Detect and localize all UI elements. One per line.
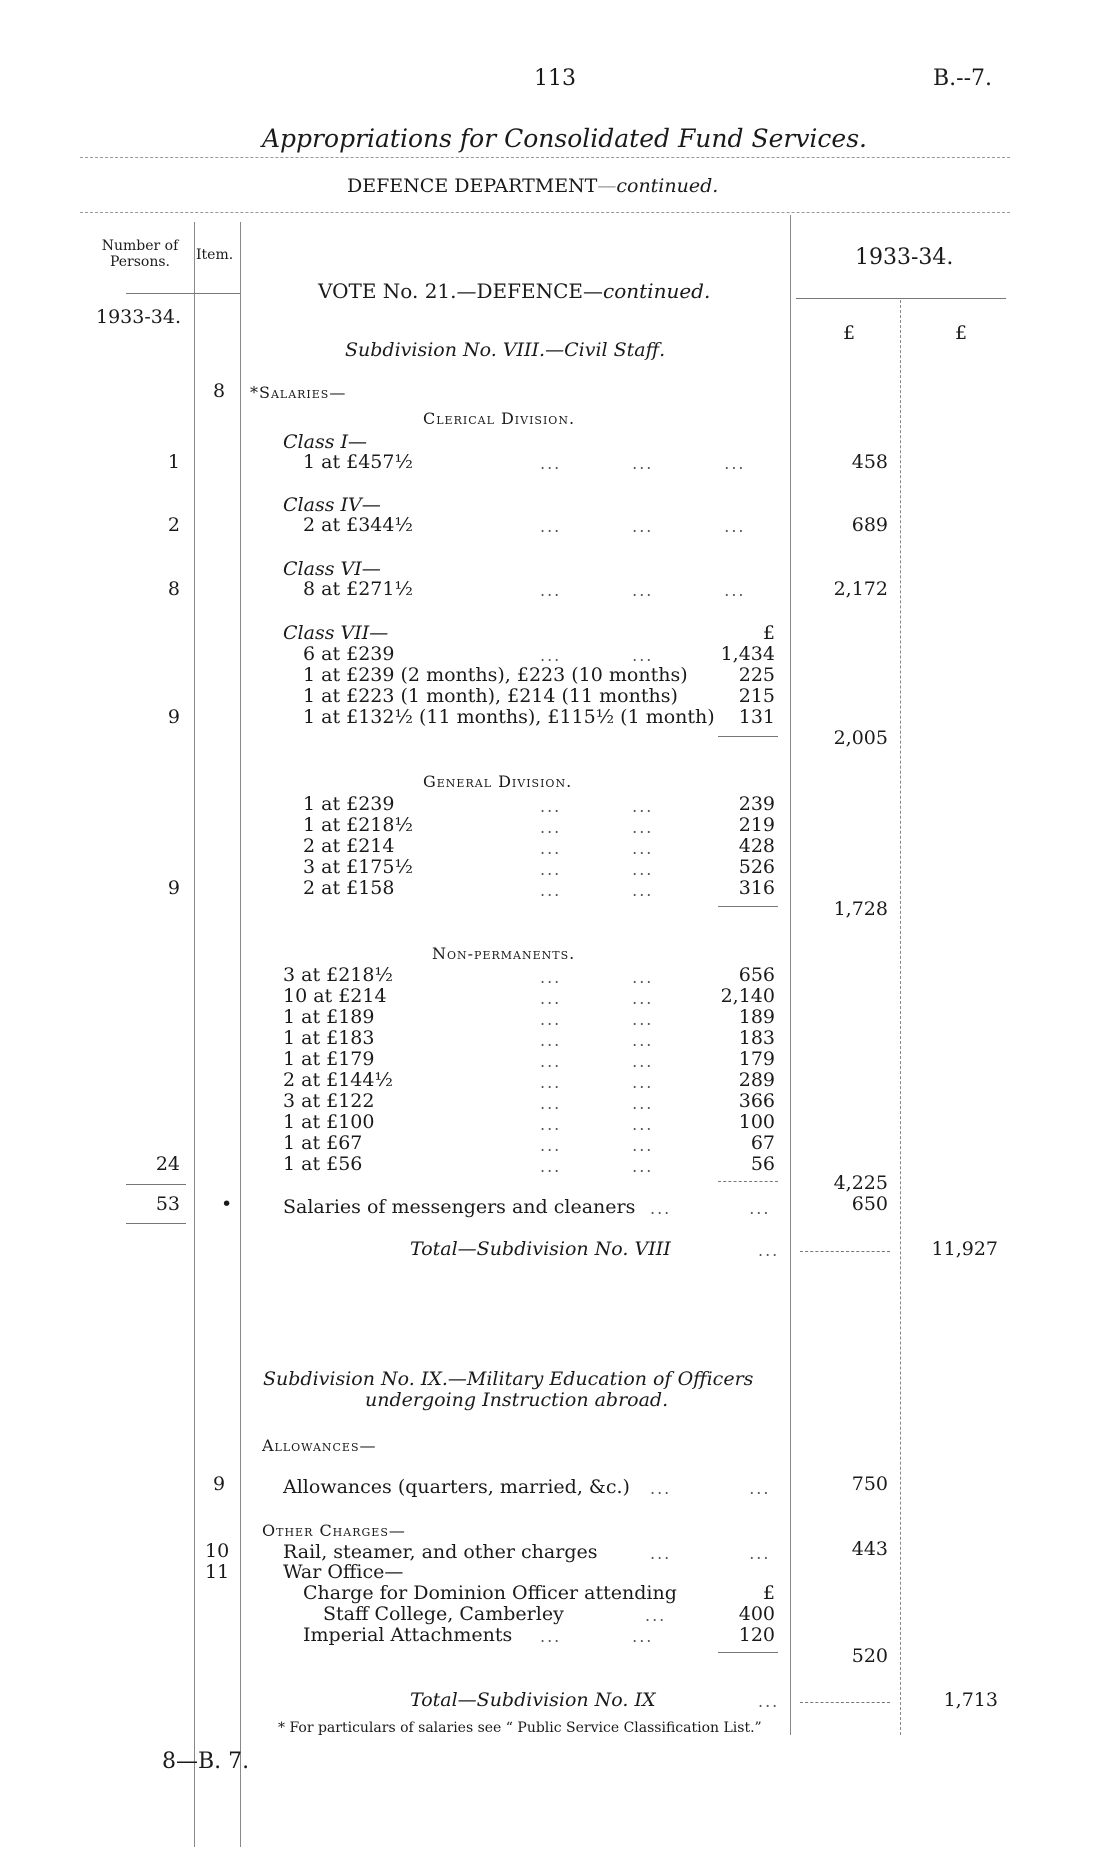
general-division-heading: General Division. [423, 772, 573, 791]
vote-title [318, 279, 710, 303]
printer-signature: 8—B. 7. [162, 1749, 250, 1774]
non-permanent-amount: 67 [750, 1132, 775, 1154]
subdivision-9-title-line-2: undergoing Instruction abroad. [365, 1389, 669, 1411]
class-6-line: 8 at £271½ [303, 578, 413, 600]
class-7-row-amount: 1,434 [720, 643, 775, 665]
title-rule [80, 157, 1010, 158]
general-total: 1,728 [833, 898, 888, 920]
department-continued: continued. [616, 175, 719, 197]
leader-dots: ... [758, 1692, 780, 1711]
class-4-persons: 2 [167, 514, 180, 536]
rail-amount: 443 [851, 1538, 888, 1560]
non-permanent-amount: 179 [738, 1048, 775, 1070]
class-6-persons: 8 [167, 578, 180, 600]
column-pound-1: £ [843, 322, 856, 344]
subdivision-8-total-label: Total—Subdivision No. VIII [410, 1238, 671, 1260]
leader-dots: ... ... [650, 1544, 771, 1563]
charge-label-line-1: Charge for Dominion Officer attending [303, 1582, 677, 1604]
class-7-row-amount: 131 [738, 706, 775, 728]
war-office-item: 11 [205, 1561, 230, 1583]
war-office-total: 520 [851, 1645, 888, 1667]
class-7-row: 1 at £223 (1 month), £214 (11 months) [303, 685, 678, 707]
non-permanent-row: 2 at £144½ [283, 1069, 393, 1091]
general-row-amount: 239 [738, 793, 775, 815]
subtotal-rule [718, 906, 778, 907]
non-permanent-row: 1 at £100 [283, 1111, 375, 1133]
class-7-label: Class VII— [283, 622, 389, 644]
general-persons: 9 [167, 877, 180, 899]
class-4-label: Class IV— [283, 494, 381, 516]
header-underline-left [126, 293, 240, 294]
non-permanent-row: 1 at £189 [283, 1006, 375, 1028]
non-permanent-row: 1 at £67 [283, 1132, 363, 1154]
department-name: DEFENCE DEPARTMENT [347, 175, 598, 197]
class-7-persons: 9 [167, 706, 180, 728]
other-charges-heading: Other Charges— [262, 1521, 406, 1540]
persons-total-rule [126, 1223, 186, 1224]
non-permanent-amount: 183 [738, 1027, 775, 1049]
item-number-8: 8 [213, 380, 226, 402]
messengers-item: • [221, 1193, 233, 1215]
footnote: * For particulars of salaries see “ Public Service Classification List.” [278, 1720, 762, 1736]
clerical-division-heading: Clerical Division. [423, 409, 576, 428]
allowances-amount: 750 [851, 1473, 888, 1495]
non-permanent-row: 1 at £56 [283, 1153, 363, 1175]
column-header-item: Item. [196, 247, 234, 263]
class-7-row: 1 at £132½ (11 months), £115½ (1 month) [303, 706, 715, 728]
class-7-row: 1 at £239 (2 months), £223 (10 months) [303, 664, 688, 686]
non-permanent-amount: 56 [750, 1153, 775, 1175]
subtotal-rule [800, 1251, 890, 1252]
vote-continued: continued. [603, 279, 711, 303]
class-1-label: Class I— [283, 431, 367, 453]
non-permanent-amount: 289 [738, 1069, 775, 1091]
non-permanent-row: 1 at £183 [283, 1027, 375, 1049]
leader-dots: ... ... [540, 1627, 654, 1646]
non-permanents-heading: Non-permanents. [432, 944, 576, 963]
subtotal-rule [718, 736, 778, 737]
non-permanent-amount: 656 [738, 964, 775, 986]
leader-dots: ... ... ... ... ... ... ... ... ... ... ... ... ... ... ... ... ... ... ... ... [540, 968, 654, 1176]
subdivision-9-title-line-1: Subdivision No. IX.—Military Education of Officers [263, 1368, 754, 1390]
class-1-persons: 1 [167, 451, 180, 473]
class-1-total: 458 [851, 451, 888, 473]
subdivision-8-total-amount: 11,927 [931, 1238, 998, 1260]
general-row: 1 at £218½ [303, 814, 413, 836]
general-row-amount: 219 [738, 814, 775, 836]
allowances-label: Allowances (quarters, married, &c.) [283, 1476, 630, 1498]
subtotal-rule [718, 1652, 778, 1653]
charge-label-line-2: Staff College, Camberley [323, 1603, 564, 1625]
general-row: 3 at £175½ [303, 856, 413, 878]
leader-dots: ... ... ... ... ... ... ... ... ... ... [540, 797, 654, 900]
non-permanent-amount: 189 [738, 1006, 775, 1028]
general-row-amount: 526 [738, 856, 775, 878]
subtotal-rule [718, 1181, 778, 1182]
column-header-persons: Number of Persons. [101, 238, 179, 270]
non-permanent-row: 3 at £122 [283, 1090, 375, 1112]
leader-dots: ... ... [650, 1479, 771, 1498]
class-6-label: Class VI— [283, 558, 381, 580]
class-7-row-amount: 215 [738, 685, 775, 707]
page-number: 113 [534, 66, 576, 91]
leader-dots: ... ... ... [540, 581, 746, 600]
department-rule [80, 212, 1010, 213]
general-row: 2 at £214 [303, 835, 395, 857]
class-4-total: 689 [851, 514, 888, 536]
charge-pound: £ [762, 1582, 775, 1604]
leader-dots: ... [645, 1606, 667, 1625]
leader-dots: ... ... [650, 1199, 771, 1218]
total-persons: 53 [155, 1193, 180, 1215]
non-permanent-row: 10 at £214 [283, 985, 387, 1007]
department-heading: DEFENCE DEPARTMENT—continued. [347, 175, 719, 197]
non-permanent-row: 3 at £218½ [283, 964, 393, 986]
salaries-heading: *Salaries— [250, 383, 347, 402]
class-7-row-amount: 225 [738, 664, 775, 686]
general-row-amount: 428 [738, 835, 775, 857]
leader-dots: ... [758, 1241, 780, 1260]
leader-dots: ... ... ... [540, 517, 746, 536]
column-pound-2: £ [955, 322, 968, 344]
rail-item: 10 [205, 1540, 230, 1562]
non-permanent-amount: 2,140 [720, 985, 775, 1007]
non-permanent-total: 4,225 [833, 1172, 888, 1194]
imperial-attachments-label: Imperial Attachments [303, 1624, 513, 1646]
messengers-label: Salaries of messengers and cleaners [283, 1196, 636, 1218]
subdivision-8-title: Subdivision No. VIII.—Civil Staff. [345, 339, 666, 361]
non-permanent-amount: 366 [738, 1090, 775, 1112]
rail-label: Rail, steamer, and other charges [283, 1541, 598, 1563]
class-7-total: 2,005 [833, 727, 888, 749]
class-7-row: 6 at £239 [303, 643, 395, 665]
page-title: Appropriations for Consolidated Fund Services. [262, 124, 868, 153]
leader-dots: ... ... [540, 646, 654, 665]
non-permanent-amount: 100 [738, 1111, 775, 1133]
non-permanent-row: 1 at £179 [283, 1048, 375, 1070]
persons-item-divider [194, 222, 195, 1847]
document-reference: B.--7. [933, 66, 993, 91]
persons-subtotal-rule [126, 1184, 186, 1185]
class-4-line: 2 at £344½ [303, 514, 413, 536]
imperial-attachments-amount: 120 [738, 1624, 775, 1646]
item-detail-divider [240, 222, 241, 1847]
amount-subtotal-divider [900, 300, 901, 1735]
subtotal-rule [800, 1702, 890, 1703]
allowances-item: 9 [213, 1473, 226, 1495]
messengers-amount: 650 [851, 1193, 888, 1215]
subdivision-9-total-label: Total—Subdivision No. IX [410, 1689, 656, 1711]
class-7-pound: £ [762, 622, 775, 644]
subdivision-9-total-amount: 1,713 [943, 1689, 998, 1711]
class-6-total: 2,172 [833, 578, 888, 600]
class-1-line: 1 at £457½ [303, 451, 413, 473]
general-row: 2 at £158 [303, 877, 395, 899]
war-office-label: War Office— [283, 1561, 404, 1583]
detail-amount-divider [790, 215, 791, 1735]
column-header-year: 1933-34. [855, 245, 954, 270]
vote-title-text: VOTE No. 21.—DEFENCE— [318, 279, 604, 303]
charge-amount: 400 [738, 1603, 775, 1625]
general-row: 1 at £239 [303, 793, 395, 815]
persons-year-label: 1933-34. [96, 306, 181, 328]
allowances-heading: Allowances— [262, 1436, 377, 1455]
leader-dots: ... ... ... [540, 454, 746, 473]
header-underline-right [796, 298, 1006, 299]
non-permanent-persons: 24 [155, 1153, 180, 1175]
general-row-amount: 316 [738, 877, 775, 899]
